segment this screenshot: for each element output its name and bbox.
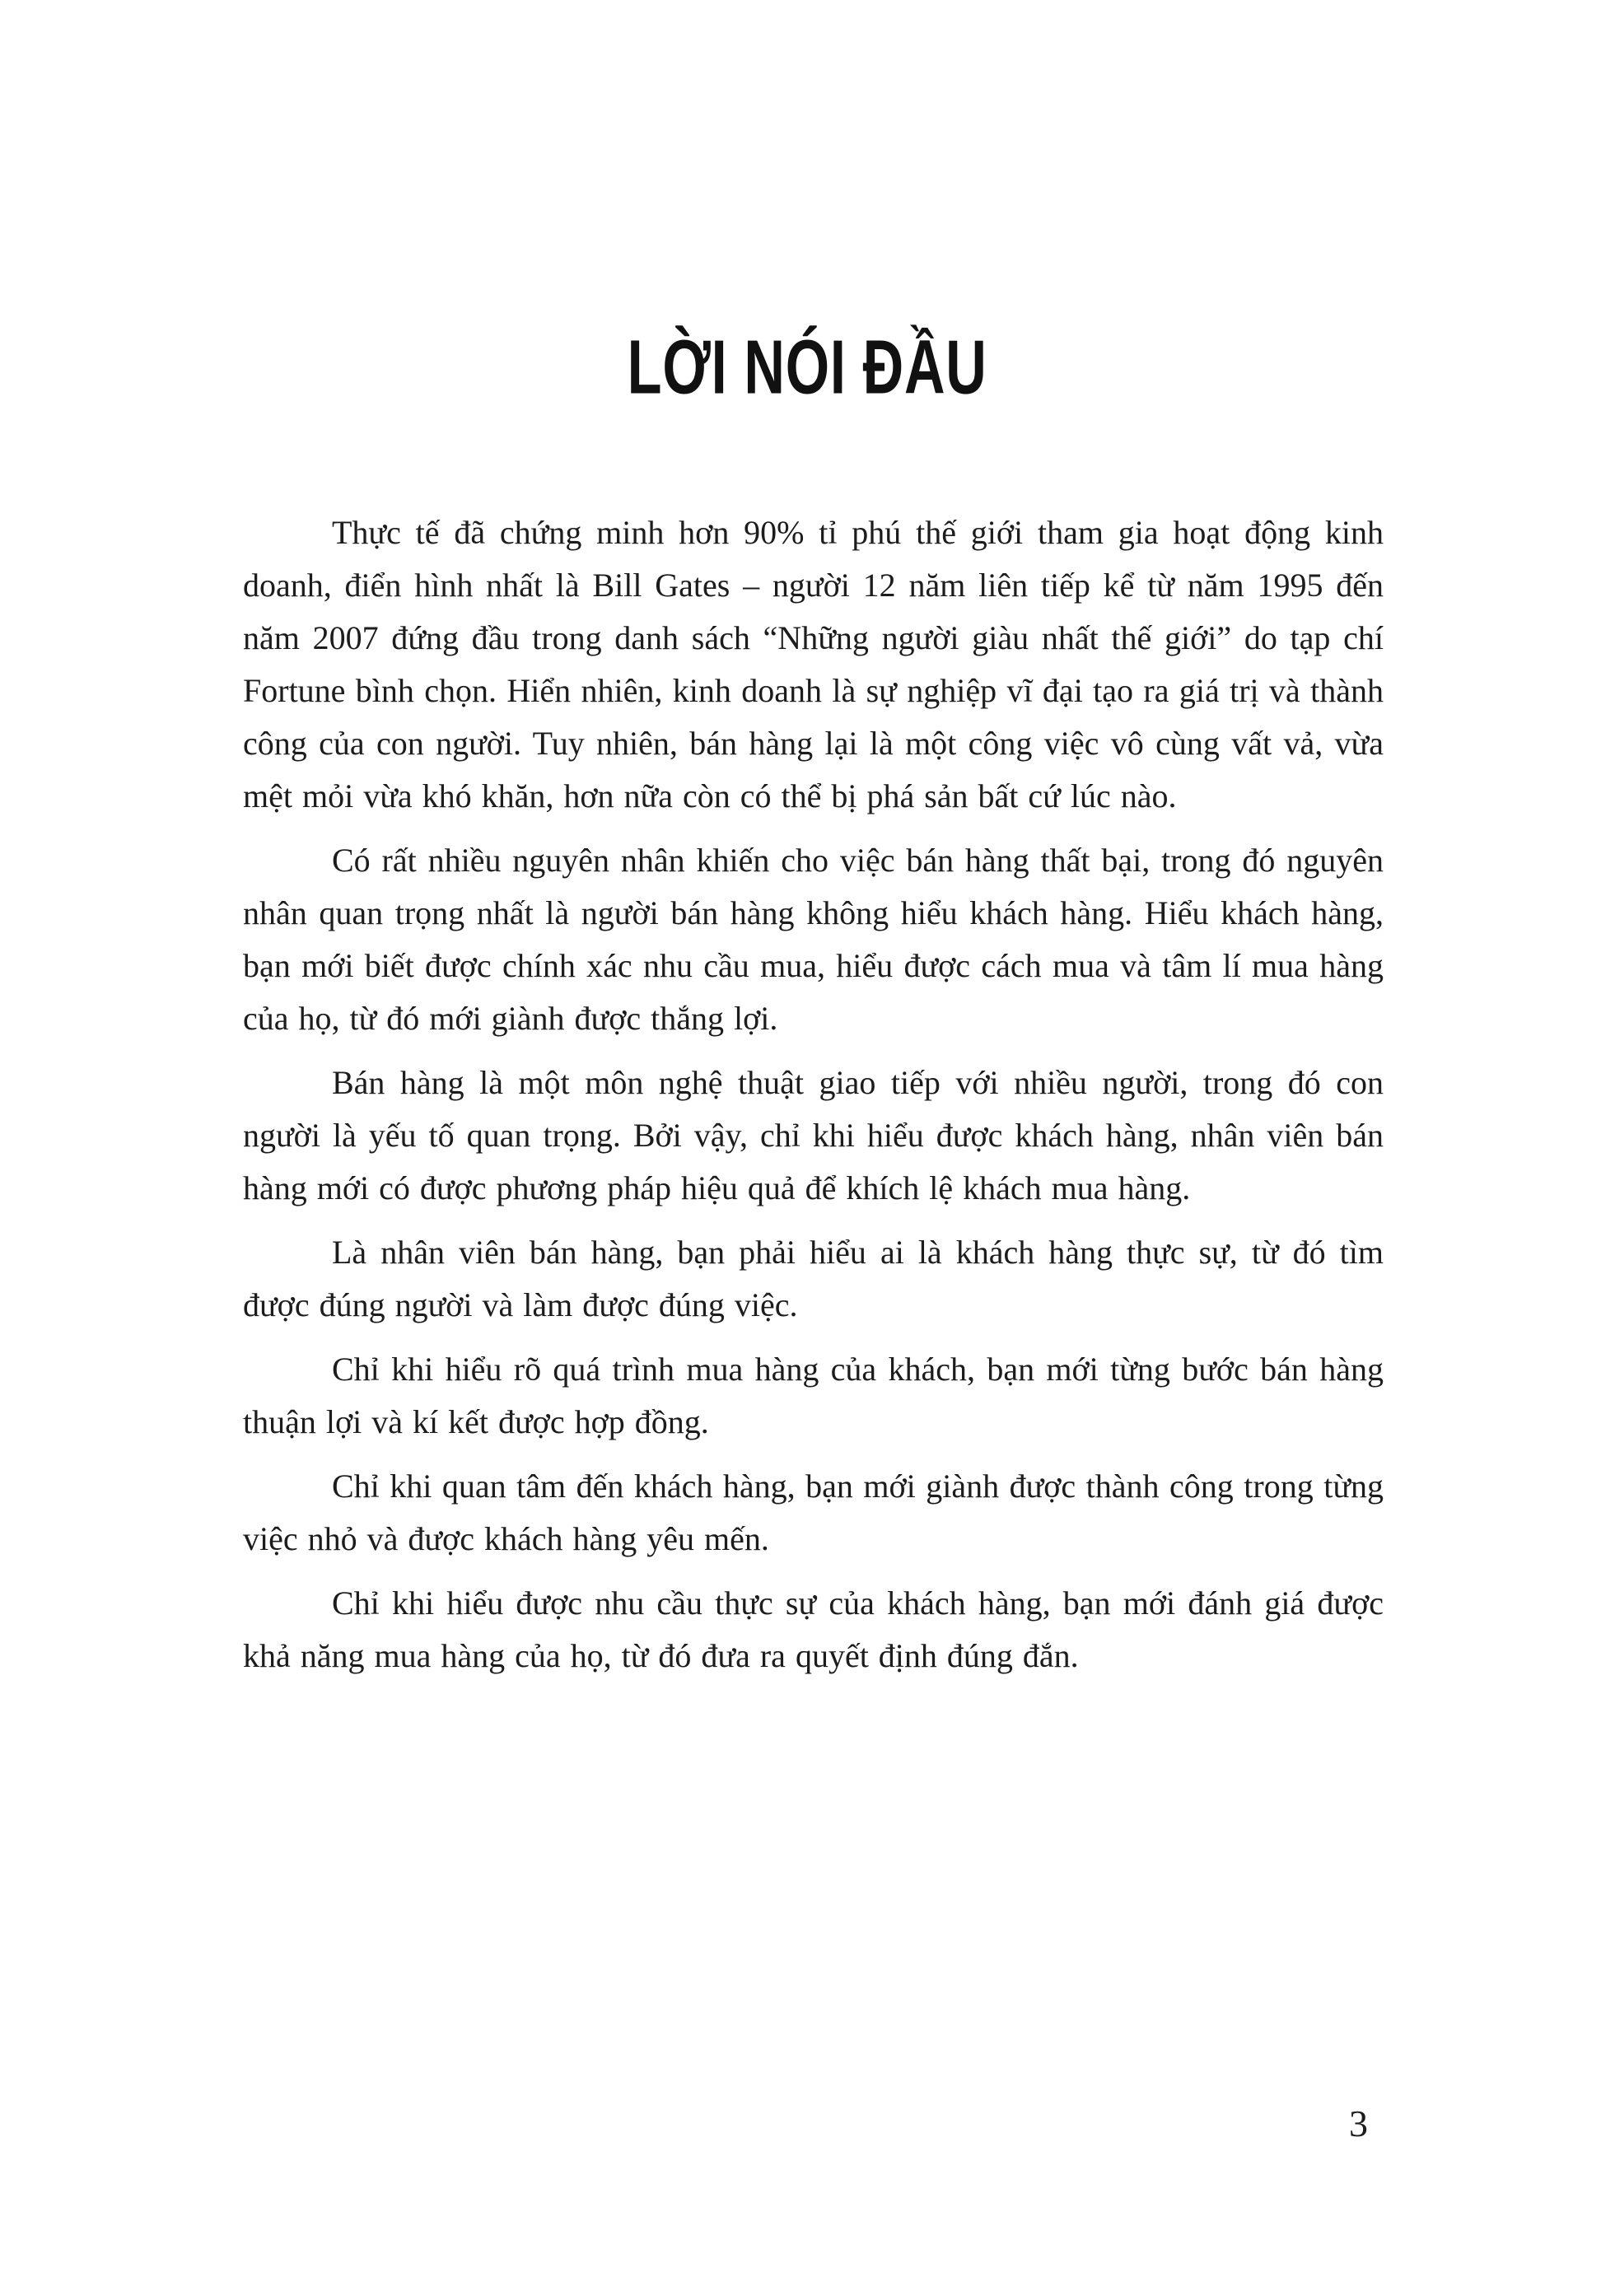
page-title-text: LỜI NÓI ĐẦU — [627, 324, 988, 410]
page-title — [0, 325, 1615, 409]
paragraph-4: Là nhân viên bán hàng, bạn phải hiểu ai là khách hàng thực sự, từ đó tìm được đúng người và làm được đúng việc. — [243, 1234, 1384, 1323]
paragraph-3: Bán hàng là một môn nghệ thuật giao tiếp với nhiều người, trong đó con người là yếu tố quan trọng. Bởi vậy, chỉ khi hiểu được khách hàng, nhân viên bán hàng mới có được phương pháp hiệu quả để khích lệ khách mua hàng. — [243, 1064, 1384, 1206]
paragraph-1: Thực tế đã chứng minh hơn 90% tỉ phú thế giới tham gia hoạt động kinh doanh, điển hình nhất là Bill Gates – người 12 năm liên tiếp kể từ năm 1995 đến năm 2007 đứng đầu trong danh sách “Những người giàu nhất thế giới” do tạp chí Fortune bình chọn. Hiển nhiên, kinh doanh là sự nghiệp vĩ đại tạo ra giá trị và thành công của con người. Tuy nhiên, bán hàng lại là một công việc vô cùng vất vả, vừa mệt mỏi vừa khó khăn, hơn nữa còn có thể bị phá sản bất cứ lúc nào. — [243, 514, 1384, 814]
page-number: 3 — [1349, 2102, 1368, 2144]
page-content — [243, 506, 1384, 1694]
paragraph-2: Có rất nhiều nguyên nhân khiến cho việc bán hàng thất bại, trong đó nguyên nhân quan trọng nhất là người bán hàng không hiểu khách hàng. Hiểu khách hàng, bạn mới biết được chính xác nhu cầu mua, hiểu được cách mua và tâm lí mua hàng của họ, từ đó mới giành được thắng lợi. — [243, 842, 1384, 1037]
paragraph-5: Chỉ khi hiểu rõ quá trình mua hàng của khách, bạn mới từng bước bán hàng thuận lợi và kí kết được hợp đồng. — [243, 1351, 1384, 1440]
paragraph-7: Chỉ khi hiểu được nhu cầu thực sự của khách hàng, bạn mới đánh giá được khả năng mua hàng của họ, từ đó đưa ra quyết định đúng đắn. — [243, 1584, 1384, 1674]
paragraph-6: Chỉ khi quan tâm đến khách hàng, bạn mới giành được thành công trong từng việc nhỏ và được khách hàng yêu mến. — [243, 1468, 1384, 1557]
